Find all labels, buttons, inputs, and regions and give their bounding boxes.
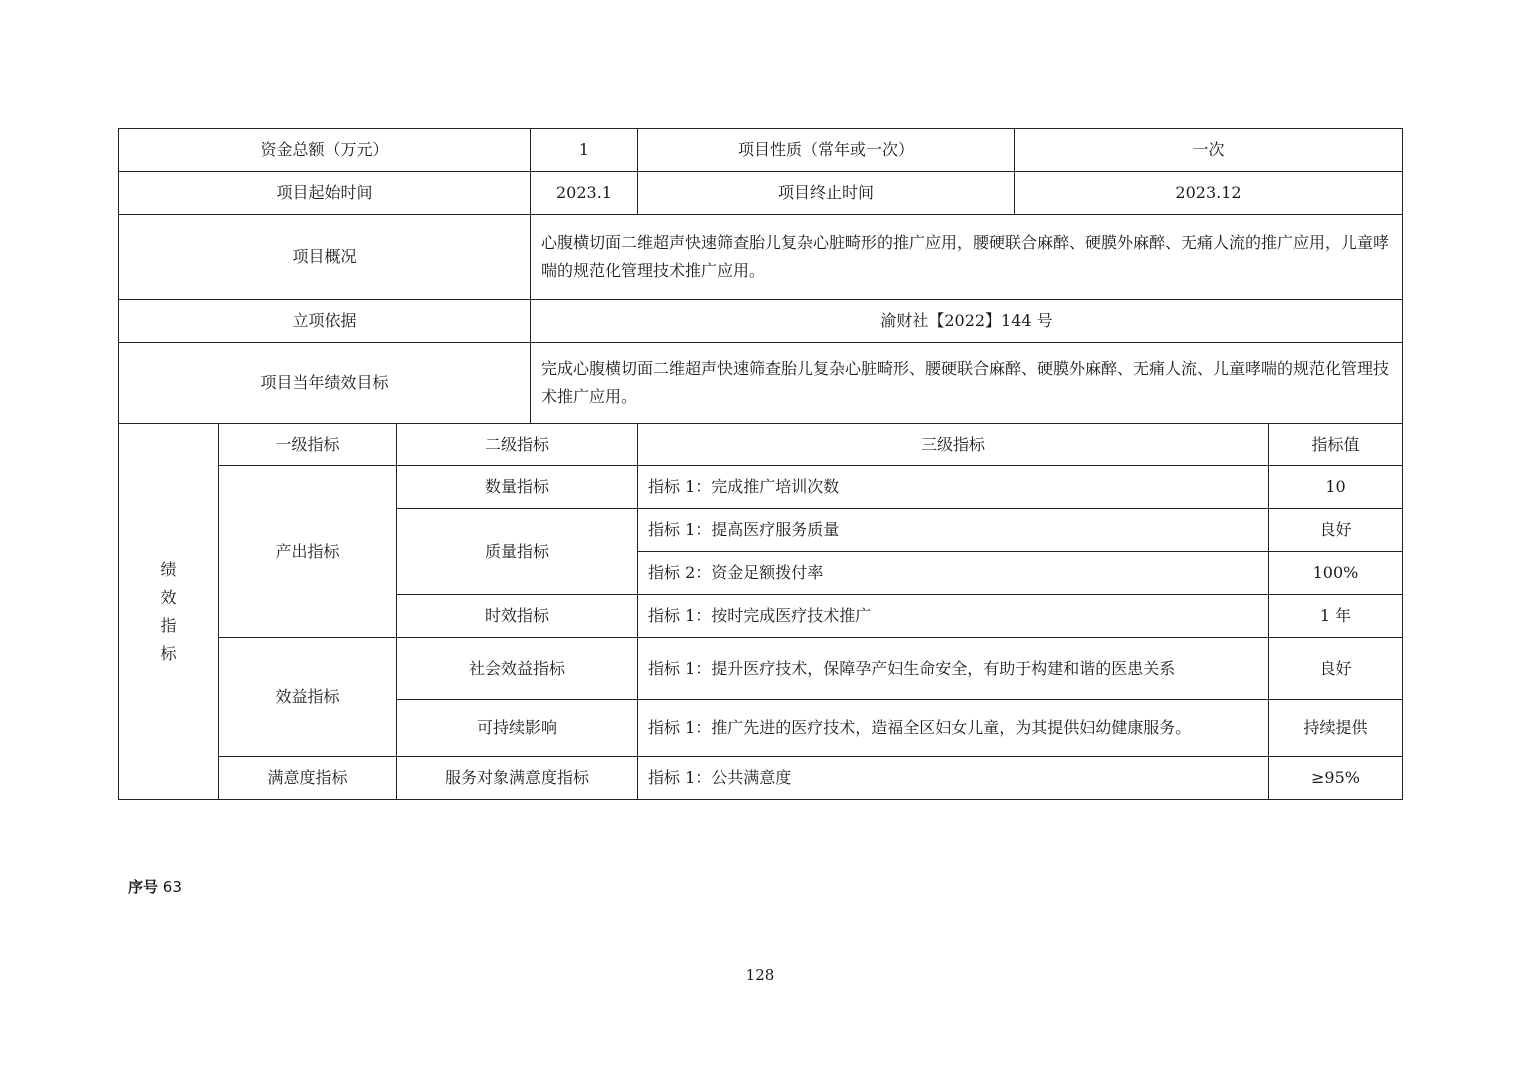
overview-label: 项目概况 (119, 215, 531, 300)
header-level2: 二级指标 (397, 424, 638, 466)
goal-label: 项目当年绩效目标 (119, 343, 531, 424)
sequence-label: 序号 (128, 878, 159, 896)
table-row (119, 466, 1403, 509)
level3-cell: 指标 1：推广先进的医疗技术，造福全区妇女儿童，为其提供妇幼健康服务。 (638, 700, 1269, 757)
table-row (119, 757, 1403, 800)
level3-cell: 指标 2：资金足额拨付率 (638, 552, 1269, 595)
basis-label: 立项依据 (119, 300, 531, 343)
value-cell: 良好 (1269, 638, 1403, 700)
funds-label: 资金总额（万元） (119, 129, 531, 172)
row-dates (119, 172, 1403, 215)
sequence-value: 63 (162, 878, 182, 896)
satisfaction-label: 满意度指标 (219, 757, 397, 800)
end-label: 项目终止时间 (638, 172, 1015, 215)
section-label (119, 424, 219, 800)
level2-cell: 服务对象满意度指标 (397, 757, 638, 800)
sequence-number (128, 876, 182, 897)
level2-cell: 时效指标 (397, 595, 638, 638)
level3-cell: 指标 1：提升医疗技术，保障孕产妇生命安全，有助于构建和谐的医患关系 (638, 638, 1269, 700)
section-label-char: 标 (160, 643, 177, 663)
performance-table (118, 128, 1403, 800)
level3-cell: 指标 1：公共满意度 (638, 757, 1269, 800)
level2-cell: 可持续影响 (397, 700, 638, 757)
section-label-char: 绩 (160, 559, 177, 579)
page-number: 128 (745, 966, 775, 984)
level3-cell: 指标 1：提高医疗服务质量 (638, 509, 1269, 552)
value-cell: 10 (1269, 466, 1403, 509)
start-label: 项目起始时间 (119, 172, 531, 215)
basis-value: 渝财社【2022】144 号 (531, 300, 1403, 343)
value-cell: 1 年 (1269, 595, 1403, 638)
level3-cell: 指标 1：按时完成医疗技术推广 (638, 595, 1269, 638)
table-row (119, 638, 1403, 700)
section-label-char: 指 (160, 615, 177, 635)
benefit-label: 效益指标 (219, 638, 397, 757)
row-goal (119, 343, 1403, 424)
row-funds (119, 129, 1403, 172)
section-label-char: 效 (160, 587, 177, 607)
row-basis (119, 300, 1403, 343)
header-level3: 三级指标 (638, 424, 1269, 466)
header-value: 指标值 (1269, 424, 1403, 466)
start-value: 2023.1 (531, 172, 638, 215)
end-value: 2023.12 (1015, 172, 1403, 215)
value-cell: 良好 (1269, 509, 1403, 552)
level2-cell: 社会效益指标 (397, 638, 638, 700)
output-label: 产出指标 (219, 466, 397, 638)
level2-cell: 质量指标 (397, 509, 638, 595)
nature-label: 项目性质（常年或一次） (638, 129, 1015, 172)
header-level1: 一级指标 (219, 424, 397, 466)
nature-value: 一次 (1015, 129, 1403, 172)
row-overview (119, 215, 1403, 300)
value-cell: ≥95% (1269, 757, 1403, 800)
level3-cell: 指标 1：完成推广培训次数 (638, 466, 1269, 509)
indicator-header-row (119, 424, 1403, 466)
value-cell: 100% (1269, 552, 1403, 595)
value-cell: 持续提供 (1269, 700, 1403, 757)
funds-value: 1 (531, 129, 638, 172)
goal-value: 完成心腹横切面二维超声快速筛查胎儿复杂心脏畸形、腰硬联合麻醉、硬膜外麻醉、无痛人流、儿童哮喘的规范化管理技术推广应用。 (531, 343, 1403, 424)
level2-cell: 数量指标 (397, 466, 638, 509)
overview-value: 心腹横切面二维超声快速筛查胎儿复杂心脏畸形的推广应用，腰硬联合麻醉、硬膜外麻醉、无痛人流的推广应用，儿童哮喘的规范化管理技术推广应用。 (531, 215, 1403, 300)
